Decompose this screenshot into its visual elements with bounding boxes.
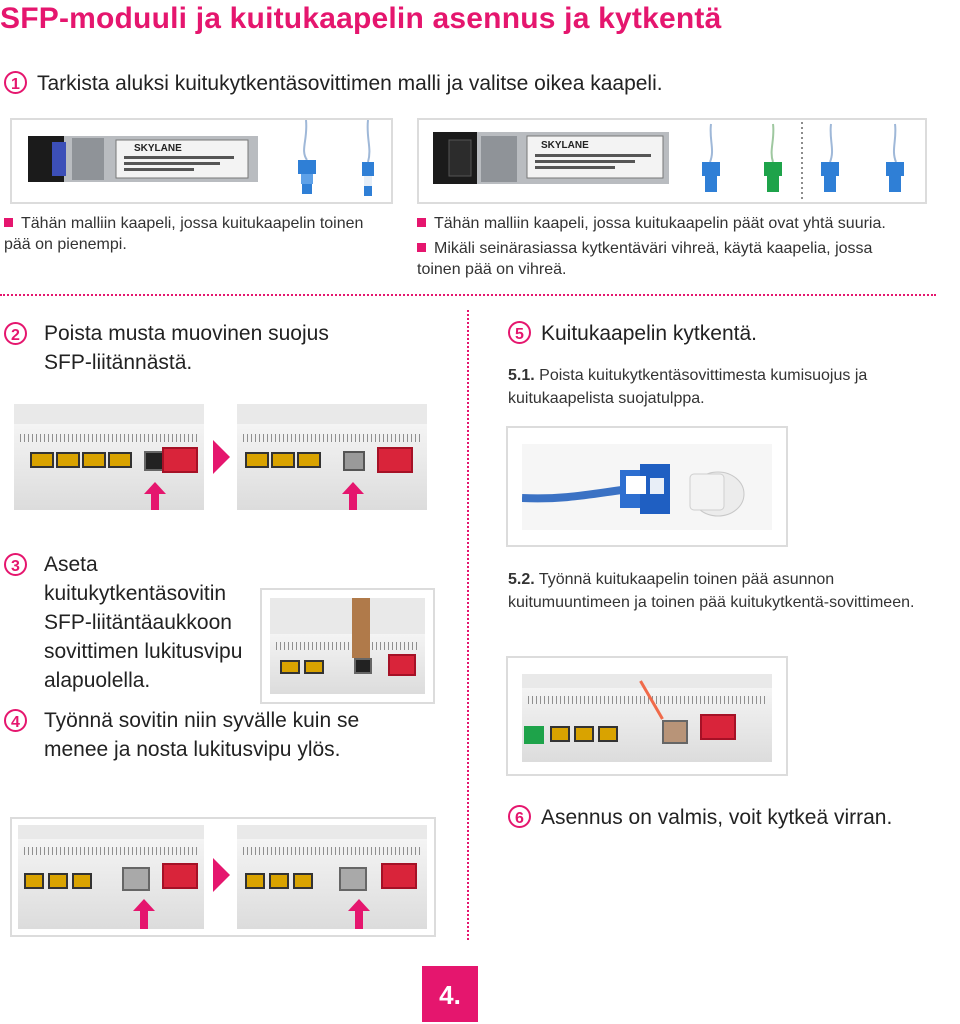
step-5-1-label: 5.1.: [508, 367, 535, 384]
router-lever-down-photo: [18, 825, 204, 929]
arrow-right-icon: [213, 440, 230, 474]
step-1-number: 1: [4, 71, 27, 94]
step-5-2: [508, 568, 948, 614]
step-1-left-note-text: Tähän malliin kaapeli, jossa kuitukaapelin toinen pää on pienempi.: [4, 215, 364, 253]
step-3-text: Aseta kuitukytkentäsovitin SFP-liitäntäaukkoon sovittimen lukitusvipu alapuolella.: [44, 553, 243, 692]
column-divider: [467, 310, 469, 940]
arrow-up-icon: [342, 482, 364, 494]
step-6-number: 6: [508, 805, 531, 828]
step-1-right-note-2: [417, 238, 917, 280]
step-2: [4, 319, 424, 377]
cable-connector-illustration: [522, 444, 772, 530]
insert-adapter-photo: [270, 598, 425, 694]
sfp-module-image-small: [10, 118, 393, 204]
sfp-module-photo: [12, 120, 391, 202]
step-6-text: Asennus on valmis, voit kytkeä virran.: [541, 806, 893, 829]
section-divider: [0, 294, 936, 296]
sfp-module-photo-2: [419, 120, 925, 202]
step-3-number: 3: [4, 553, 27, 576]
step-1-right-note-1-text: Tähän malliin kaapeli, jossa kuitukaapelin päät ovat yhtä suuria.: [434, 215, 886, 232]
cable-cap-photo: [522, 444, 772, 530]
arrow-up-icon: [348, 899, 370, 911]
arrow-up-icon: [133, 899, 155, 911]
module-brand-right: SKYLANE: [541, 140, 589, 151]
step-4: [4, 706, 464, 764]
step-2-text: Poista musta muovinen suojus SFP-liitännästä.: [44, 322, 329, 374]
step-5-2-label: 5.2.: [508, 571, 535, 588]
arrow-right-icon: [213, 858, 230, 892]
router-photo-before: [14, 404, 204, 510]
bullet-square-icon: [4, 218, 13, 227]
step-1-left-note: [4, 213, 384, 255]
step-5-number: 5: [508, 321, 531, 344]
sfp-module-image-equal: [417, 118, 927, 204]
step-1-right-note-2-text: Mikäli seinärasiassa kytkentäväri vihreä, käytä kaapelia, jossa toinen pää on vihreä.: [417, 240, 873, 278]
step-1-right-note-1: [417, 213, 937, 234]
step-1-text: Tarkista aluksi kuitukytkentäsovittimen malli ja valitse oikea kaapeli.: [37, 72, 663, 95]
step-5-1: [508, 364, 948, 410]
step-4-number: 4: [4, 709, 27, 732]
step-2-number: 2: [4, 322, 27, 345]
insert-adapter-image: [260, 588, 435, 704]
cable-connected-photo: [522, 674, 772, 762]
step-1: [4, 72, 663, 96]
module-brand-left: SKYLANE: [134, 143, 182, 154]
bullet-square-icon: [417, 218, 426, 227]
step-5: [508, 322, 757, 346]
step-5-text: Kuitukaapelin kytkentä.: [541, 322, 757, 345]
page-number: 4.: [422, 966, 478, 1022]
step-6: [508, 806, 892, 830]
cable-connected-image-frame: [506, 656, 788, 776]
page-title: SFP-moduuli ja kuitukaapelin asennus ja kytkentä: [0, 2, 722, 35]
bullet-square-icon: [417, 243, 426, 252]
cable-cap-image-frame: [506, 426, 788, 547]
router-photo-after: [237, 404, 427, 510]
step-3: [4, 550, 264, 695]
router-lever-up-photo: [237, 825, 427, 929]
step-5-2-text: Työnnä kuitukaapelin toinen pää asunnon kuitumuuntimeen ja toinen pää kuitukytkentä-sovittimeen.: [508, 571, 915, 611]
step-5-1-text: Poista kuitukytkentäsovittimesta kumisuojus ja kuitukaapelista suojatulppa.: [508, 367, 868, 407]
arrow-up-icon: [144, 482, 166, 494]
step-4-text: Työnnä sovitin niin syvälle kuin se menee ja nosta lukitusvipu ylös.: [44, 709, 360, 761]
